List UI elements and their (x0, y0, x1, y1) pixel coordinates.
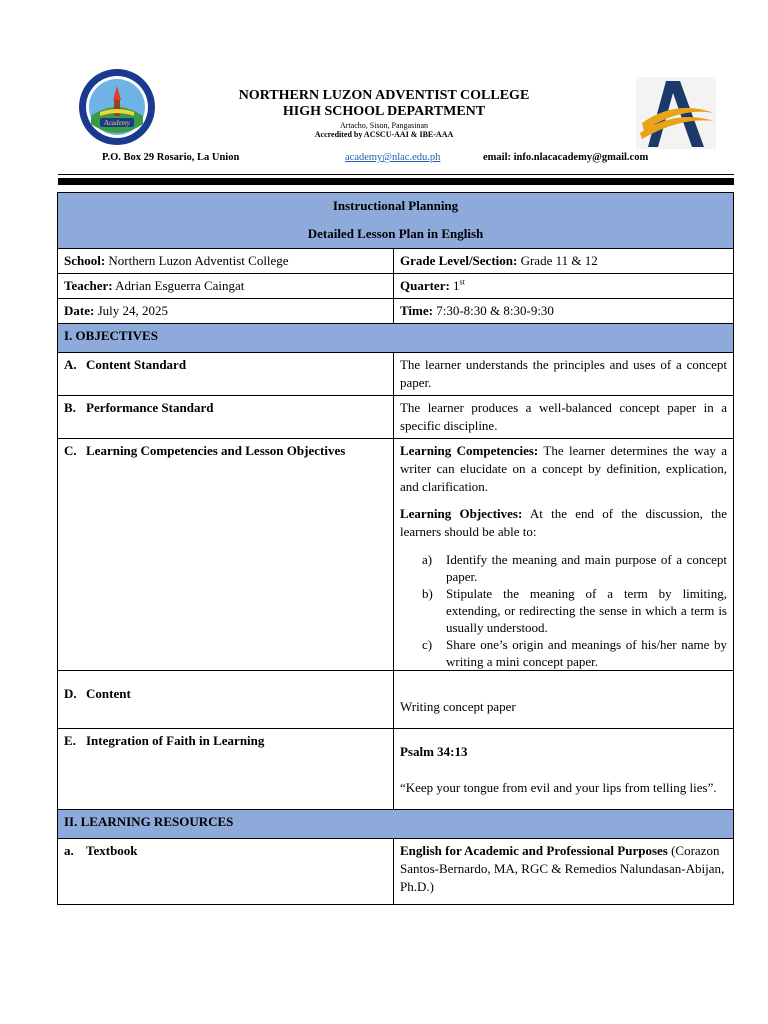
content-label-cell (58, 671, 394, 729)
address: Artacho, Sison, Pangasinan (340, 121, 428, 130)
list-item-text: Share one’s origin and meanings of his/her name by writing a mini concept paper. (445, 637, 727, 669)
institution-name: NORTHERN LUZON ADVENTIST COLLEGE (238, 88, 530, 103)
date-value: July 24, 2025 (97, 303, 168, 318)
textbook-marker: a. (64, 843, 74, 858)
resources-heading: II. LEARNING RESOURCES (58, 810, 734, 839)
scripture-quote: “Keep your tongue from evil and your lips from telling lies”. (399, 780, 717, 795)
department-name: HIGH SCHOOL DEPARTMENT (282, 104, 486, 119)
time-label: Time: (399, 303, 433, 318)
time-cell (393, 299, 733, 324)
svg-text:Academy: Academy (104, 119, 130, 127)
learning-competencies-text: The learner determines the way a writer can elucidate on a concept by definition, explication, and clarification. (399, 443, 727, 494)
textbook-cell (393, 839, 733, 905)
grade-value: Grade 11 & 12 (520, 253, 598, 268)
school-value: Northern Luzon Adventist College (108, 253, 289, 268)
competencies-label-cell (58, 439, 394, 671)
faith-integration-label-cell (58, 729, 394, 810)
content-standard-marker: A. (64, 357, 77, 372)
quarter-value: 1 (453, 278, 460, 293)
faith-integration-cell (393, 729, 733, 810)
faith-integration-label: Integration of Faith in Learning (86, 733, 265, 748)
list-item-marker: c) (421, 637, 433, 652)
date-cell (58, 299, 394, 324)
header-divider-thick (58, 178, 734, 185)
teacher-cell (58, 274, 394, 299)
plan-subtitle: Detailed Lesson Plan in English (307, 226, 484, 241)
competencies-marker: C. (64, 443, 77, 458)
book-authors: (Corazon Santos-Bernardo, MA, RGC & Remedios Nalundasan-Abijan, Ph.D.) (399, 843, 725, 894)
objectives-heading: I. OBJECTIVES (58, 324, 734, 353)
header-divider-thin (58, 174, 734, 175)
list-item-text: Identify the meaning and main purpose of a concept paper. (445, 552, 727, 584)
learning-competencies-label: Learning Competencies: (399, 443, 539, 458)
content-marker: D. (64, 686, 77, 701)
plan-title: Instructional Planning (332, 198, 459, 213)
content-standard-label: Content Standard (86, 357, 187, 372)
competencies-cell (393, 439, 733, 671)
list-item-marker: b) (421, 586, 433, 601)
school-cell (58, 249, 394, 274)
quarter-label: Quarter: (399, 278, 450, 293)
content-standard-text: The learner understands the principles and uses of a concept paper. (393, 353, 733, 396)
content-standard-label-cell (58, 353, 394, 396)
list-item-text: Stipulate the meaning of a term by limiting, extending, or redirecting the sense in which a term is usually understood. (445, 586, 727, 635)
list-item-marker: a) (421, 552, 433, 567)
plan-title-cell (58, 193, 734, 249)
date-label: Date: (64, 303, 95, 318)
faith-integration-marker: E. (64, 733, 76, 748)
objectives-list (400, 551, 727, 670)
textbook-label: Textbook (86, 843, 138, 858)
grade-label: Grade Level/Section: (399, 253, 518, 268)
scripture-reference: Psalm 34:13 (399, 744, 468, 759)
learning-objectives-text: At the end of the discussion, the learners should be able to: (399, 506, 727, 539)
school-label: School: (64, 253, 106, 268)
info-email: email: info.nlacacademy@gmail.com (483, 152, 649, 163)
lesson-plan-table (57, 192, 734, 905)
performance-standard-text: The learner produces a well-balanced concept paper in a specific discipline. (393, 396, 733, 439)
textbook-label-cell (58, 839, 394, 905)
teacher-label: Teacher: (64, 278, 113, 293)
list-item (400, 636, 727, 670)
academy-email-link[interactable]: academy@nlac.edu.ph (345, 152, 441, 163)
list-item (400, 585, 727, 636)
performance-standard-label-cell (58, 396, 394, 439)
time-value: 7:30-8:30 & 8:30-9:30 (436, 303, 554, 318)
learning-objectives-label: Learning Objectives: (399, 506, 523, 521)
content-label: Content (86, 686, 131, 701)
performance-standard-marker: B. (64, 400, 76, 415)
book-title: English for Academic and Professional Purposes (399, 843, 668, 858)
quarter-cell (393, 274, 733, 299)
competencies-label: Learning Competencies and Lesson Objectives (86, 443, 346, 458)
po-box: P.O. Box 29 Rosario, La Union (102, 152, 240, 163)
teacher-value: Adrian Esguerra Caingat (115, 278, 245, 293)
accreditation: Accredited by ACSCU-AAI & IBE-AAA (314, 130, 454, 139)
performance-standard-label: Performance Standard (86, 400, 214, 415)
grade-cell (393, 249, 733, 274)
content-text: Writing concept paper (393, 671, 733, 729)
list-item (400, 551, 727, 585)
quarter-sup: st (459, 277, 465, 287)
